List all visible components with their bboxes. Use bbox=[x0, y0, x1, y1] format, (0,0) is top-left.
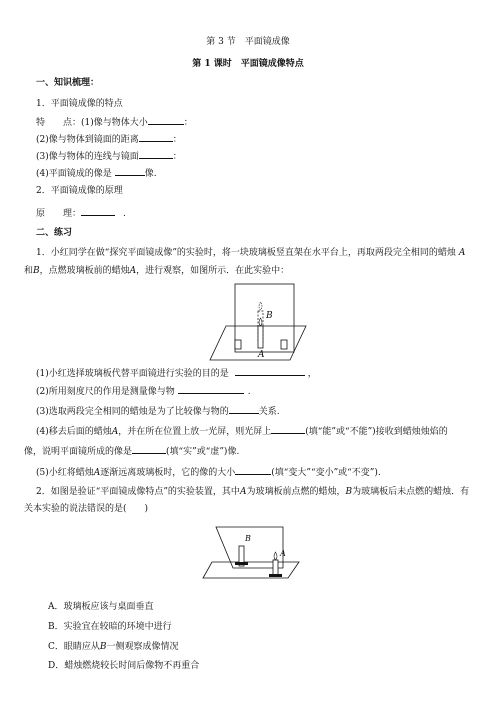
q1-sub2-text: (2)所用刻度尺的作用是测量像与物 bbox=[36, 387, 175, 397]
q2-option-d[interactable]: D．蜡烛燃烧较长时间后像物不再重合 bbox=[48, 661, 200, 671]
q1-sub5-text: 逐渐远离玻璃板时，它的像的大小 bbox=[100, 468, 236, 478]
q1-stem-text: ，进行观察，如图所示．在此实验中： bbox=[136, 266, 290, 276]
candle-a-flame bbox=[274, 552, 277, 560]
q2-stem-text: 2．如图是验证“平面镜成像特点”的实验装置，其中 bbox=[36, 487, 240, 497]
q2-stem-text: 为玻璃板后未点燃的蜡烛．有 bbox=[352, 487, 470, 497]
figure2-label-b: B bbox=[245, 534, 251, 543]
q2-option-c-tail: 一侧观察成像情况 bbox=[106, 642, 179, 652]
knowledge-1-heading: 1．平面镜成像的特点 bbox=[36, 99, 123, 109]
punct: . bbox=[123, 209, 126, 219]
punct: ： bbox=[172, 152, 182, 162]
figure1-label-b: B bbox=[266, 311, 273, 321]
q2-stem-text: 为玻璃板前点燃的蜡烛， bbox=[246, 487, 346, 497]
letter-b: B bbox=[99, 642, 107, 652]
item4-tail: 像. bbox=[144, 169, 157, 179]
letter-a: A bbox=[239, 487, 247, 497]
q2-option-a[interactable]: A．玻璃板应该与桌面垂直 bbox=[48, 602, 154, 612]
letter-b: B bbox=[345, 487, 353, 497]
q1-sub4-text: (4)移去后面的蜡烛 bbox=[36, 427, 112, 437]
q1-sub1-text: (1)小红选择玻璃板代替平面镜进行实验的目的是 bbox=[36, 369, 229, 379]
letter-a: A bbox=[458, 248, 466, 258]
principle-lead: 原 理： bbox=[36, 209, 82, 219]
punct: ： bbox=[172, 135, 182, 145]
page-title: 第 3 节 平面镜成像 bbox=[206, 37, 290, 47]
q1-sub4-text: 像，说明平面镜所成的像是 bbox=[24, 447, 133, 457]
table-surface bbox=[203, 562, 299, 578]
q2-option-b[interactable]: B．实验宜在较暗的环境中进行 bbox=[48, 622, 172, 632]
punct: ， bbox=[307, 369, 317, 379]
q2-option-c[interactable] bbox=[48, 641, 179, 653]
page-subtitle: 第 1 课时 平面镜成像特点 bbox=[192, 59, 304, 69]
punct: ： bbox=[183, 118, 193, 128]
q1-stem-text: ，点燃玻璃板前的蜡烛 bbox=[39, 266, 130, 276]
q2-option-c-text: C．眼睛应从 bbox=[48, 642, 100, 652]
item2-text: (2)像与物体到镜面的距离 bbox=[36, 135, 139, 145]
section-knowledge-heading: 一、知识梳理： bbox=[36, 78, 100, 88]
item3-text: (3)像与物体的连线与镜面 bbox=[36, 152, 139, 162]
candle-b-base bbox=[235, 562, 248, 565]
features-lead: 特 点： bbox=[36, 118, 82, 128]
q2-stem-line2: 关本实验的说法错误的是( ) bbox=[24, 504, 149, 514]
q1-sub5-text: (5)小红将蜡烛 bbox=[36, 468, 94, 478]
q1-stem-text: 和 bbox=[24, 266, 34, 276]
figure2-label-a: A bbox=[280, 549, 286, 558]
candle-a bbox=[273, 560, 278, 576]
q1-sub5-text: (填“变大”“变小”或“不变”). bbox=[271, 468, 381, 478]
knowledge-2-heading: 2．平面镜成像的原理 bbox=[36, 186, 123, 196]
section-practice-heading: 二、练习 bbox=[36, 228, 73, 238]
q1-stem-text: 1．小红同学在做“探究平面镜成像”的实验时，将一块玻璃板竖直架在水平台上，再取两段完全相同的蜡烛 bbox=[36, 248, 456, 258]
q1-sub3-text: (3)选取两段完全相同的蜡烛是为了比较像与物的 bbox=[36, 407, 229, 417]
letter-a: A bbox=[129, 266, 137, 276]
q1-sub4-text: (填“实”或“虚”)像. bbox=[166, 447, 240, 457]
q1-sub3-tail: 关系. bbox=[258, 407, 280, 417]
item4-text: (4)平面镜成的像是 bbox=[36, 169, 112, 179]
item1-text: (1)像与物体大小 bbox=[81, 118, 148, 128]
punct: . bbox=[247, 387, 251, 397]
figure1-label-a: A bbox=[258, 350, 265, 360]
letter-b: B bbox=[33, 266, 40, 276]
q1-sub4-text: (填“能”或“不能”)接收到蜡烛烛焰的 bbox=[305, 427, 448, 437]
q1-sub4-text: ，并在所在位置上放一光屏，则光屏上 bbox=[118, 427, 272, 437]
letter-a: A bbox=[111, 427, 119, 437]
candle-a-base bbox=[269, 574, 282, 577]
letter-a: A bbox=[93, 468, 101, 478]
